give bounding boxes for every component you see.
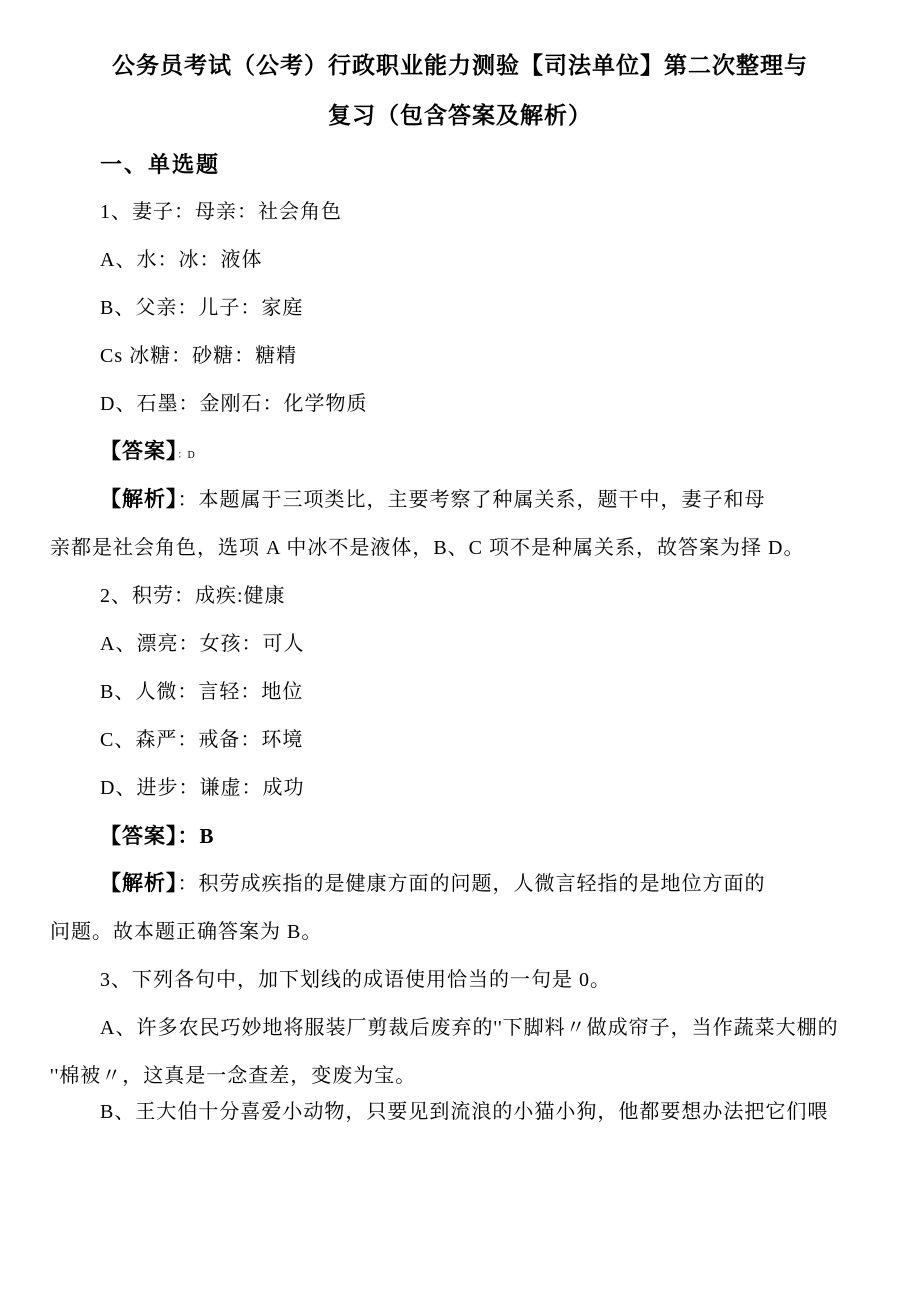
document-title (0, 0, 920, 140)
question-2-option-b: B、人微：言轻：地位 (100, 681, 304, 703)
question-2-stem: 2、积劳：成疾:健康 (100, 585, 286, 607)
question-2-option-c: C、森严：戒备：环境 (100, 729, 304, 751)
question-3-option-b-line-1: B、王大伯十分喜爱小动物，只要见到流浪的小猫小狗，他都要想办法把它们喂 (100, 1101, 829, 1123)
title-line-1: 公务员考试（公考）行政职业能力测验【司法单位】第二次整理与 (112, 52, 808, 78)
question-3-option-a-line-2: ''棉被〃，这真是一念查差，变废为宝。 (50, 1065, 417, 1087)
question-2-answer (0, 812, 920, 860)
question-1-option-b: B、父亲：儿子：家庭 (100, 297, 304, 319)
question-1-stem: 1、妻子：母亲：社会角色 (100, 201, 342, 223)
analysis-label: 【解析】 (100, 872, 178, 895)
question-1-option-a: A、水：冰：液体 (100, 249, 263, 271)
analysis-text: ：积劳成疾指的是健康方面的问题，人微言轻指的是地位方面的 (177, 873, 766, 895)
document-body (0, 188, 920, 1136)
answer-label: 【答案】 (100, 825, 178, 848)
question-1-analysis-line-1 (0, 476, 920, 524)
section-heading: 一、单选题 (100, 152, 221, 177)
question-1-option-c: Cs 冰糖：砂糖：糖精 (100, 345, 298, 367)
question-2-option-d: D、进步：谦虚：成功 (100, 777, 305, 799)
answer-label: 【答案】 (100, 440, 178, 463)
analysis-label: 【解析】 (100, 488, 178, 511)
analysis-text: ：本题属于三项类比，主要考察了种属关系，题干中，妻子和母 (177, 489, 766, 511)
question-2-analysis-line-2: 问题。故本题正确答案为 B。 (50, 921, 323, 943)
question-2-option-a: A、漂亮：女孩：可人 (100, 633, 305, 655)
question-1-answer (0, 428, 920, 476)
title-line-2: 复习（包含答案及解析） (328, 102, 592, 128)
question-3-stem: 3、下列各句中，加下划线的成语使用恰当的一句是 0。 (100, 969, 611, 991)
answer-value: ：D (177, 450, 195, 461)
question-1-option-d: D、石墨：金刚石：化学物质 (100, 393, 368, 415)
answer-value: ：B (177, 824, 215, 848)
question-3-option-a-line-1: A、许多农民巧妙地将服装厂剪裁后废弃的''下脚料〃做成帘子，当作蔬菜大棚的 (100, 1017, 839, 1039)
question-2-analysis-line-1 (0, 860, 920, 908)
question-1-analysis-line-2: 亲都是社会角色，选项 A 中冰不是液体，B、C 项不是种属关系，故答案为择 D。 (50, 537, 805, 559)
